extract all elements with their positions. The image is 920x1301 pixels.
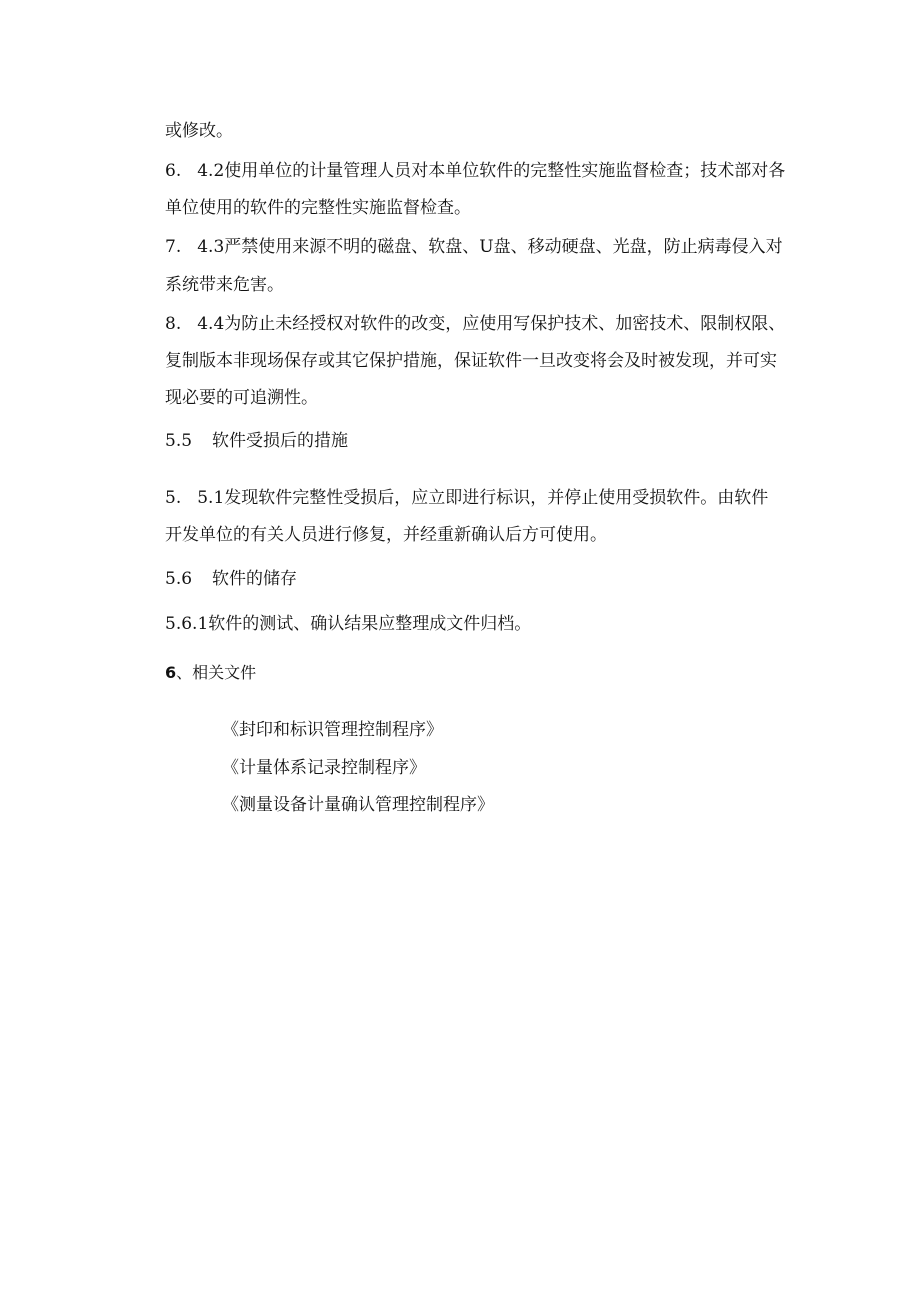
reference-document: 《计量体系记录控制程序》 (222, 758, 426, 778)
section-title: 软件受损后的措施 (212, 431, 349, 451)
subsection-heading-5-6 (165, 568, 297, 590)
text-line: 单位使用的软件的完整性实施监督检查。 (165, 198, 471, 218)
numbered-paragraph-5-1 (165, 487, 768, 509)
text-line: 现必要的可追溯性。 (165, 388, 318, 408)
section-title: 软件的储存 (212, 569, 298, 589)
text-line: 开发单位的有关人员进行修复，并经重新确认后方可使用。 (165, 525, 607, 545)
list-number: 7. (165, 237, 182, 257)
subsection-heading-5-5 (165, 430, 348, 452)
list-number: 6. (165, 161, 182, 181)
numbered-paragraph-4-2 (165, 160, 785, 182)
section-number: 6 (165, 663, 177, 682)
paragraph-text: 4.2使用单位的计量管理人员对本单位软件的完整性实施监督检查；技术部对各 (197, 161, 786, 181)
numbered-paragraph-4-3 (165, 236, 783, 258)
reference-document: 《封印和标识管理控制程序》 (222, 720, 443, 740)
text-line: 5.6.1软件的测试、确认结果应整理成文件归档。 (165, 614, 532, 634)
section-heading-6 (165, 662, 256, 684)
numbered-paragraph-4-4 (165, 313, 785, 335)
section-number: 5.5 (165, 431, 193, 451)
paragraph-text: 5.1发现软件完整性受损后，应立即进行标识，并停止使用受损软件。由软件 (197, 488, 769, 508)
paragraph-text: 4.3严禁使用来源不明的磁盘、软盘、U盘、移动硬盘、光盘，防止病毒侵入对 (197, 237, 783, 257)
paragraph-text: 4.4为防止未经授权对软件的改变，应使用写保护技术、加密技术、限制权限、 (197, 314, 786, 334)
reference-document: 《测量设备计量确认管理控制程序》 (222, 795, 494, 815)
list-number: 5. (165, 488, 182, 508)
text-line: 或修改。 (165, 121, 233, 141)
list-number: 8. (165, 314, 182, 334)
text-line: 系统带来危害。 (165, 275, 284, 295)
section-title: 、相关文件 (176, 663, 257, 682)
section-number: 5.6 (165, 569, 193, 589)
text-line: 复制版本非现场保存或其它保护措施，保证软件一旦改变将会及时被发现，并可实 (165, 351, 777, 371)
